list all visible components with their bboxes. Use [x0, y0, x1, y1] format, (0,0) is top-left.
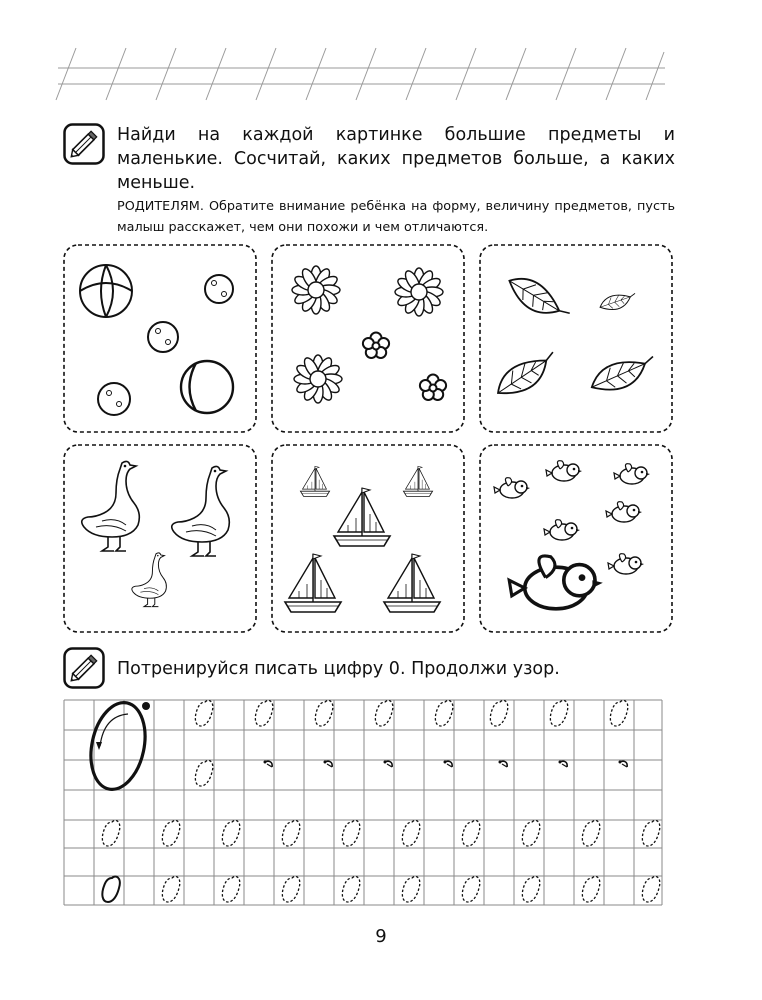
traced-zero-row-1	[195, 700, 627, 726]
task1-title: Найди на каждой картинке большие предметы и маленькие. Сосчитай, каких предметов больше, а каких меньше.	[117, 125, 675, 193]
parents-note: Обратите внимание ребёнка на форму, величину предметов, пусть малыш расскажет, чем они похожи и чем отличаются.	[117, 199, 675, 235]
parents-label: РОДИТЕЛЯМ.	[117, 199, 204, 214]
traced-zero-row-3	[102, 820, 659, 846]
traced-zero-row-4	[102, 876, 659, 902]
page-number: 9	[375, 926, 387, 947]
task2-title: Потренируйся писать цифру 0. Продолжи узор.	[117, 659, 560, 679]
traced-zero-row-2	[195, 760, 627, 786]
